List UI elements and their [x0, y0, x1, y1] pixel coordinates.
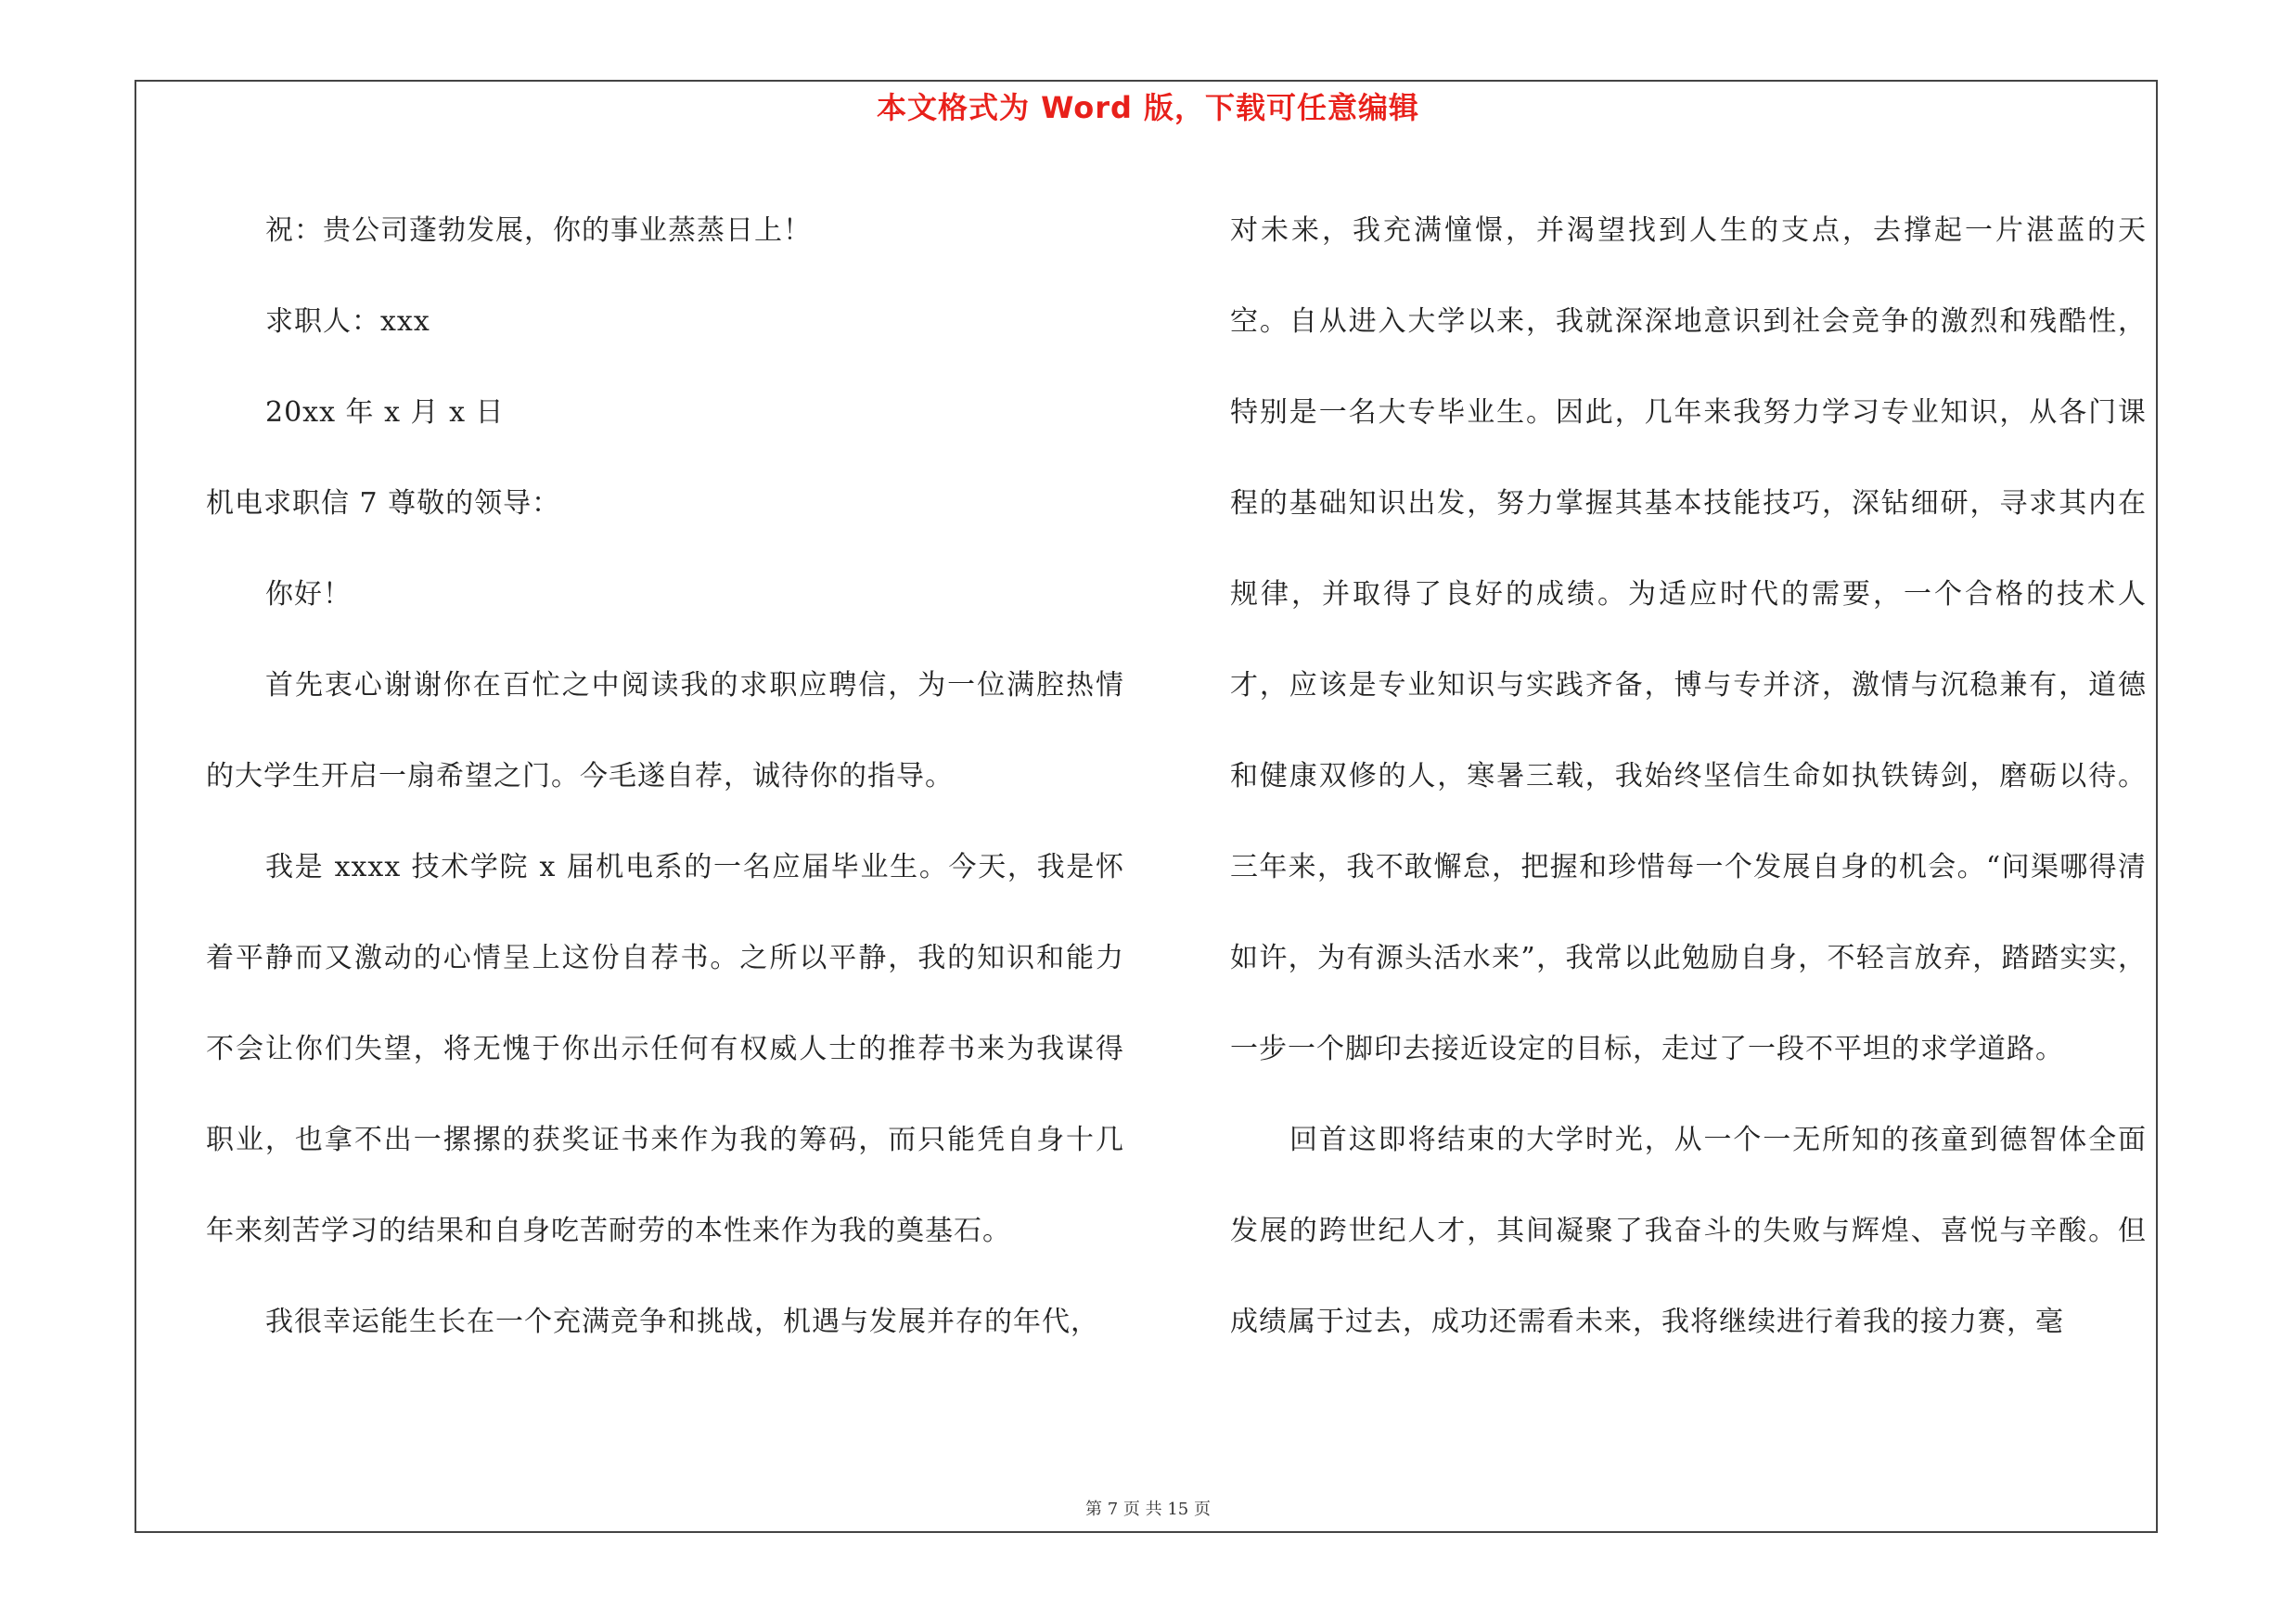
body-paragraph: 对未来，我充满憧憬，并渴望找到人生的支点，去撑起一片湛蓝的天空。自从进入大学以来，我就深深地意识到社会竞争的激烈和残酷性，特别是一名大专毕业生。因此，几年来我努力学习专业知识，从各门课程的基础知识出发，努力掌握其基本技能技巧，深钻细研，寻求其内在规律，并取得了良好的成绩。为适应时代的需要，一个合格的技术人才，应该是专业知识与实践齐备，博与专并济，激情与沉稳兼有，道德和健康双修的人，寒暑三载，我始终坚信生命如执铁铸剑，磨砺以待。三年来，我不敢懈怠，把握和珍惜每一个发展自身的机会。“问渠哪得清如许，为有源头活水来”，我常以此勉励自身，不轻言放弃，踏踏实实，一步一个脚印去接近设定的目标，走过了一段不平坦的求学道路。 [1230, 214, 2147, 1065]
hello-line: 你好！ [265, 578, 352, 611]
right-column [1230, 186, 2147, 1368]
left-column [206, 186, 1124, 1368]
body-paragraph: 首先衷心谢谢你在百忙之中阅读我的求职应聘信，为一位满腔热情的大学生开启一扇希望之门。今毛遂自荐，诚待你的指导。 [206, 669, 1124, 792]
letter-title-salutation: 机电求职信 7 尊敬的领导： [206, 487, 561, 520]
body-paragraph: 我是 xxxx 技术学院 x 届机电系的一名应届毕业生。今天，我是怀着平静而又激动的心情呈上这份自荐书。之所以平静，我的知识和能力不会让你们失望，将无愧于你出示任何有权威人士的推荐书来为我谋得职业，也拿不出一摞摞的获奖证书来作为我的筹码，而只能凭自身十几年来刻苦学习的结果和自身吃苦耐劳的本性来作为我的奠基石。 [206, 851, 1124, 1247]
body-paragraph: 回首这即将结束的大学时光，从一个一无所知的孩童到德智体全面发展的跨世纪人才，其间凝聚了我奋斗的失败与辉煌、喜悦与辛酸。但成绩属于过去，成功还需看未来，我将继续进行着我的接力赛，毫 [1230, 1124, 2147, 1338]
greeting-wish: 祝：贵公司蓬勃发展，你的事业蒸蒸日上！ [265, 214, 812, 247]
applicant-line: 求职人：xxx [265, 305, 430, 338]
document-banner: 本文格式为 Word 版，下载可任意编辑 [876, 90, 1420, 125]
date-line: 20xx 年 x 月 x 日 [265, 396, 505, 429]
body-paragraph: 我很幸运能生长在一个充满竞争和挑战，机遇与发展并存的年代， [265, 1306, 1099, 1338]
page-number-footer: 第 7 页 共 15 页 [1085, 1500, 1211, 1519]
